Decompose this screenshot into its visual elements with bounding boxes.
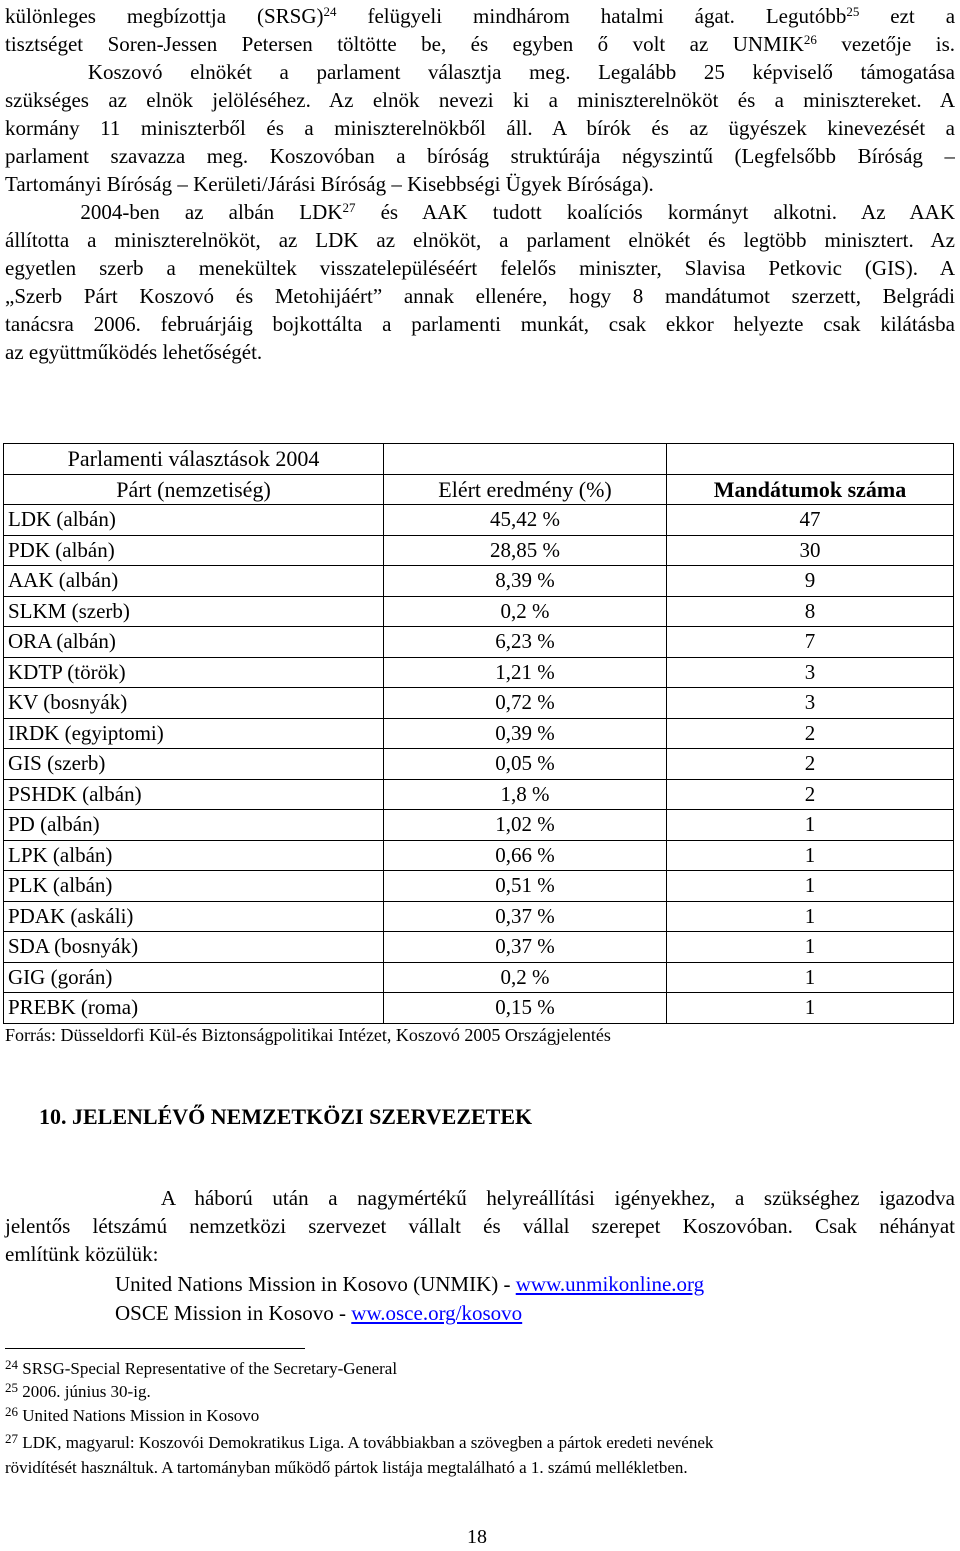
footnote-ref: 24 (323, 4, 337, 19)
seats-cell: 1 (667, 901, 954, 932)
paragraph-text: Koszovó elnökét a parlament választja meg. Legalább 25 képviselő támogatása (5, 60, 955, 84)
party-cell: LDK (albán) (4, 505, 384, 536)
footnote-24: $^{24}$ SRSG-Special Representative of the Secretary-General (5, 1357, 398, 1378)
table-row (4, 749, 954, 780)
table-source: Forrás: Düsseldorfi Kül-és Biztonságpolitikai Intézet, Koszovó 2005 Országjelentés (5, 1025, 611, 1045)
footnote-27-cont: rövidítését használtuk. A tartományban működő pártok listája megtalálható a 1. számú mellékletben. (5, 1458, 688, 1477)
party-cell: PDK (albán) (4, 535, 384, 566)
result-cell: 0,37 % (384, 932, 667, 963)
paragraph-text: felügyeli mindhárom hatalmi ágat. Legutóbb (336, 4, 847, 28)
table-row (4, 688, 954, 719)
paragraph-text: különleges megbízottja (SRSG) (5, 4, 324, 28)
result-cell: 0,72 % (384, 688, 667, 719)
election-results-table (3, 443, 954, 1024)
table-row (4, 718, 954, 749)
party-cell: PDAK (askáli) (4, 901, 384, 932)
result-cell: 0,2 % (384, 962, 667, 993)
party-cell: GIS (szerb) (4, 749, 384, 780)
party-cell: IRDK (egyiptomi) (4, 718, 384, 749)
result-cell: 1,8 % (384, 779, 667, 810)
table-row (4, 810, 954, 841)
org-osce (115, 1301, 522, 1326)
seats-cell: 30 (667, 535, 954, 566)
party-cell: KV (bosnyák) (4, 688, 384, 719)
result-cell: 0,37 % (384, 901, 667, 932)
result-cell: 0,39 % (384, 718, 667, 749)
table-row (4, 901, 954, 932)
result-cell: 0,2 % (384, 596, 667, 627)
intro-line: jelentős létszámú nemzetközi szervezet vállalt és vállal szerepet Koszovóban. Csak néhányat (5, 1214, 955, 1238)
paragraph-text: egyetlen szerb a menekültek visszatelepüléséért felelős miniszter, Slavisa Petkovic (GIS). A (5, 256, 955, 280)
paragraph-line (5, 254, 955, 282)
paragraph-text: vezetője is. (816, 32, 955, 56)
org-name: United Nations Mission in Kosovo (UNMIK) - (115, 1272, 516, 1296)
result-cell: 1,21 % (384, 657, 667, 688)
footnote-ref: 26 (803, 32, 817, 47)
body-paragraph (5, 2, 955, 366)
section-intro (5, 1184, 955, 1268)
seats-cell: 1 (667, 993, 954, 1024)
party-cell: PD (albán) (4, 810, 384, 841)
paragraph-line (5, 30, 955, 58)
table-row (4, 535, 954, 566)
footnote-27: $^{27}$ LDK, magyarul: Koszovói Demokratikus Liga. A továbbiakban a szövegben a pártok eredeti nevének (5, 1431, 714, 1452)
seats-cell: 7 (667, 627, 954, 658)
party-cell: PLK (albán) (4, 871, 384, 902)
paragraph-text: szükséges az elnök jelöléséhez. Az elnök nevezi ki a miniszterelnököt és a minisztereket. A (5, 88, 955, 112)
paragraph-text: állította a miniszterelnököt, az LDK az elnököt, a parlament elnökét és legtöbb minisztert. Az (5, 228, 955, 252)
seats-cell: 2 (667, 779, 954, 810)
unmik-link[interactable]: www.unmikonline.org (515, 1272, 705, 1296)
seats-cell: 1 (667, 810, 954, 841)
result-cell: 45,42 % (384, 505, 667, 536)
table-row (4, 840, 954, 871)
table-row (4, 962, 954, 993)
table-row (4, 596, 954, 627)
footnote-26: $^{26}$ United Nations Mission in Kosovo (5, 1404, 260, 1425)
table-title-row (4, 444, 954, 475)
seats-cell: 1 (667, 871, 954, 902)
result-cell: 8,39 % (384, 566, 667, 597)
party-cell: AAK (albán) (4, 566, 384, 597)
seats-cell: 3 (667, 688, 954, 719)
result-cell: 28,85 % (384, 535, 667, 566)
footnote-ref: 25 (846, 4, 860, 19)
seats-cell: 1 (667, 962, 954, 993)
result-cell: 0,66 % (384, 840, 667, 871)
paragraph-text: és AAK tudott koalíciós kormányt alkotni. Az AAK (355, 200, 955, 224)
paragraph-line (5, 310, 955, 338)
result-cell: 0,15 % (384, 993, 667, 1024)
seats-cell: 2 (667, 749, 954, 780)
party-cell: SLKM (szerb) (4, 596, 384, 627)
seats-cell: 47 (667, 505, 954, 536)
table-row (4, 627, 954, 658)
table-row (4, 657, 954, 688)
paragraph-line (5, 282, 955, 310)
paragraph-line (5, 86, 955, 114)
footnote-25: $^{25}$ 2006. június 30-ig. (5, 1380, 151, 1401)
table-title: Parlamenti választások 2004 (4, 444, 384, 475)
party-cell: SDA (bosnyák) (4, 932, 384, 963)
result-cell: 6,23 % (384, 627, 667, 658)
party-cell: KDTP (török) (4, 657, 384, 688)
page-number: 18 (467, 1526, 487, 1548)
header-party: Párt (nemzetiség) (4, 474, 384, 505)
seats-cell: 1 (667, 840, 954, 871)
seats-cell: 1 (667, 932, 954, 963)
paragraph-text: 2004-ben az albán LDK (5, 200, 343, 224)
paragraph-text: ezt a (859, 4, 955, 28)
party-cell: LPK (albán) (4, 840, 384, 871)
table-row (4, 566, 954, 597)
party-cell: PREBK (roma) (4, 993, 384, 1024)
org-unmik (115, 1272, 704, 1297)
paragraph-line (5, 226, 955, 254)
result-cell: 0,05 % (384, 749, 667, 780)
table-row (4, 505, 954, 536)
paragraph-text: „Szerb Párt Koszovó és Metohijáért” annak ellenére, hogy 8 mandátumot szerzett, Belgrádi (5, 284, 955, 308)
intro-line: A háború után a nagymértékű helyreállítási igényekhez, a szükséghez igazodva (5, 1186, 955, 1210)
header-seats: Mandátumok száma (667, 474, 954, 505)
section-heading: 10. JELENLÉVŐ NEMZETKÖZI SZERVEZETEK (39, 1104, 533, 1129)
party-cell: GIG (gorán) (4, 962, 384, 993)
paragraph-text: parlament szavazza meg. Koszovóban a bíróság struktúrája négyszintű (Legfelsőbb Bíróság – (5, 144, 955, 168)
paragraph-line (5, 338, 955, 366)
paragraph-text: tanácsra 2006. februárjáig bojkottálta a parlamenti munkát, csak ekkor helyezte csak kilátásba (5, 312, 955, 336)
header-result: Elért eredmény (%) (384, 474, 667, 505)
osce-link[interactable]: ww.osce.org/kosovo (351, 1301, 523, 1325)
paragraph-line (5, 2, 955, 30)
paragraph-text: Tartományi Bíróság – Kerületi/Járási Bíróság – Kisebbségi Ügyek Bírósága). (5, 172, 654, 196)
paragraph-text: tisztséget Soren-Jessen Petersen töltötte be, és egyben ő volt az UNMIK (5, 32, 804, 56)
result-cell: 1,02 % (384, 810, 667, 841)
org-name: OSCE Mission in Kosovo - (115, 1301, 352, 1325)
paragraph-line (5, 198, 955, 226)
paragraph-line (5, 58, 955, 86)
footnote-divider (5, 1348, 305, 1349)
seats-cell: 8 (667, 596, 954, 627)
intro-line: említünk közülük: (5, 1242, 159, 1266)
paragraph-text: az együttműködés lehetőségét. (5, 340, 263, 364)
paragraph-line (5, 142, 955, 170)
paragraph-line (5, 170, 955, 198)
seats-cell: 2 (667, 718, 954, 749)
party-cell: ORA (albán) (4, 627, 384, 658)
table-row (4, 932, 954, 963)
seats-cell: 3 (667, 657, 954, 688)
paragraph-line (5, 114, 955, 142)
seats-cell: 9 (667, 566, 954, 597)
result-cell: 0,51 % (384, 871, 667, 902)
table-header-row (4, 474, 954, 505)
table-row (4, 993, 954, 1024)
table-row (4, 871, 954, 902)
table-row (4, 779, 954, 810)
party-cell: PSHDK (albán) (4, 779, 384, 810)
footnote-ref: 27 (342, 200, 356, 215)
paragraph-text: kormány 11 miniszterből és a miniszterelnökből áll. A bírók és az ügyészek kinevezését a (5, 116, 955, 140)
